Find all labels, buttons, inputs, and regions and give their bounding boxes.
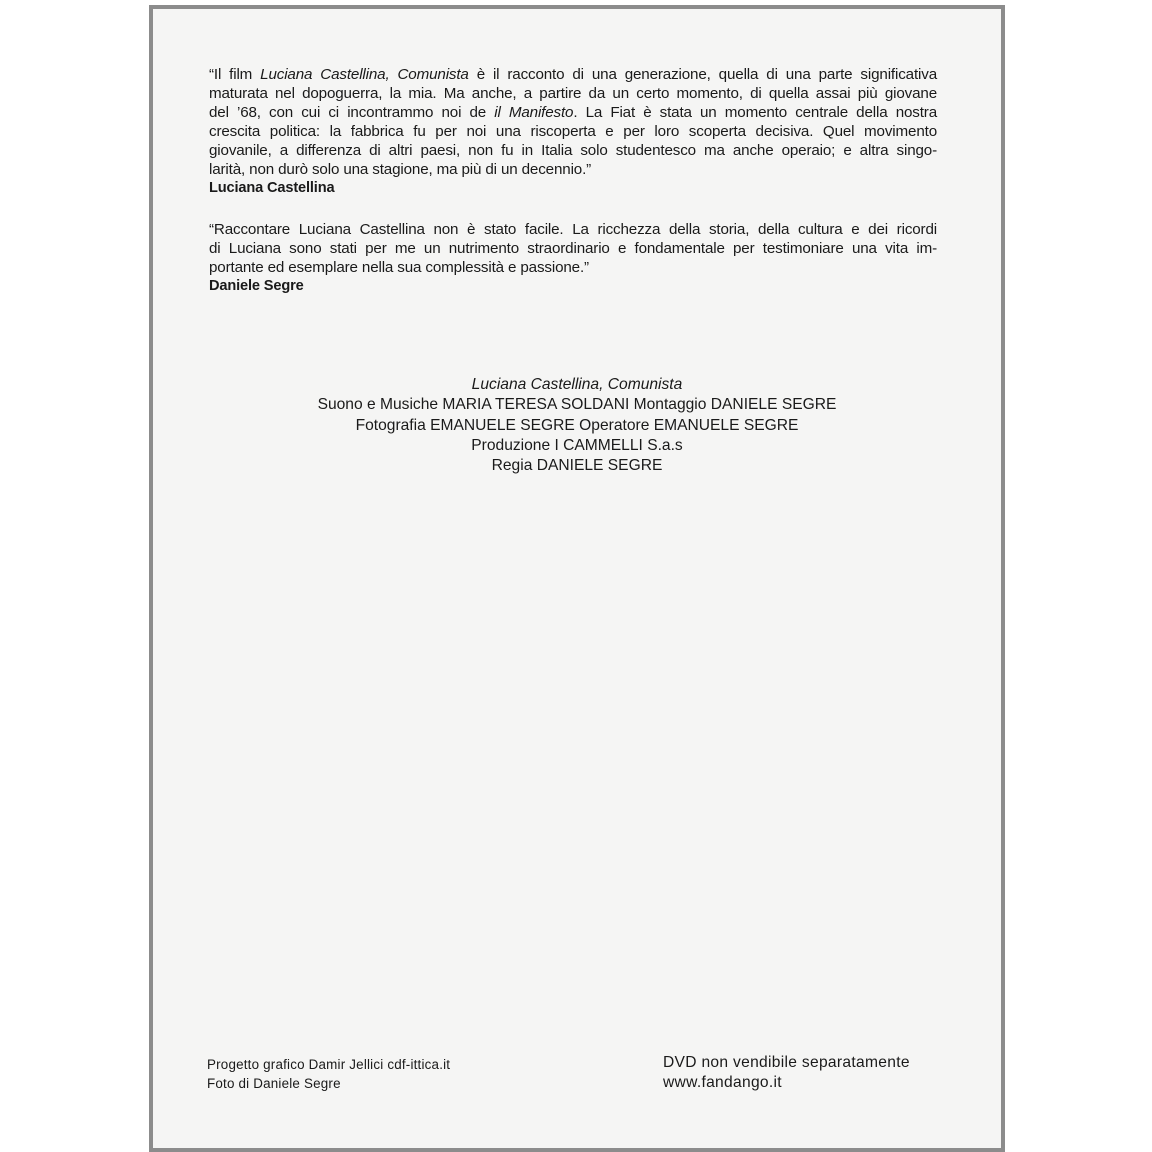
quote-author: Luciana Castellina bbox=[209, 180, 335, 196]
quote-line: “Il film Luciana Castellina, Comunista è il racconto di una generazione, quella di una parte significativa bbox=[209, 66, 937, 83]
credit-line: Fotografia EMANUELE SEGRE Operatore EMANUELE SEGRE bbox=[355, 416, 799, 434]
quote-line: “Raccontare Luciana Castellina non è stato facile. La ricchezza della storia, della cultura e dei ricordi bbox=[209, 221, 937, 238]
footer-line: Foto di Daniele Segre bbox=[207, 1076, 341, 1091]
credit-line: Suono e Musiche MARIA TERESA SOLDANI Montaggio DANIELE SEGRE bbox=[317, 396, 837, 414]
footer-line: Progetto grafico Damir Jellici cdf-ittica.it bbox=[207, 1057, 451, 1072]
quote-line: maturata nel dopoguerra, la mia. Ma anche, a partire da un certo momento, di quella assai più giovane bbox=[209, 85, 937, 102]
film-credits bbox=[153, 375, 1001, 476]
credit-line: Produzione I CAMMELLI S.a.s bbox=[471, 436, 683, 454]
film-title: Luciana Castellina, Comunista bbox=[471, 376, 683, 393]
quote-line: giovanile, a differenza di altri paesi, non fu in Italia solo studentesco ma anche operaio; e altra singo- bbox=[209, 142, 937, 159]
quote-line: larità, non durò solo una stagione, ma più di un decennio.” bbox=[209, 161, 592, 178]
footer-website: www.fandango.it bbox=[663, 1074, 782, 1091]
footer-line: DVD non vendibile separatamente bbox=[663, 1054, 910, 1071]
quote-line: del ’68, con cui ci incontrammo noi de il Manifesto. La Fiat è stata un momento centrale della nostra bbox=[209, 104, 937, 121]
quote-line: portante ed esemplare nella sua complessità e passione.” bbox=[209, 259, 589, 276]
quote-luciana-castellina bbox=[209, 65, 937, 198]
footer-distribution-info bbox=[663, 1053, 910, 1093]
quote-daniele-segre bbox=[209, 220, 937, 296]
quote-author: Daniele Segre bbox=[209, 278, 304, 294]
quote-line: di Luciana sono stati per me un nutrimento straordinario e fondamentale per testimoniare una vita im- bbox=[209, 240, 937, 257]
credit-line: Regia DANIELE SEGRE bbox=[491, 457, 663, 475]
quote-line: crescita politica: la fabbrica fu per noi una riscoperta e per loro scoperta decisiva. Quel movimento bbox=[209, 123, 937, 140]
dvd-back-cover bbox=[149, 5, 1005, 1152]
footer-design-credits bbox=[207, 1055, 450, 1093]
